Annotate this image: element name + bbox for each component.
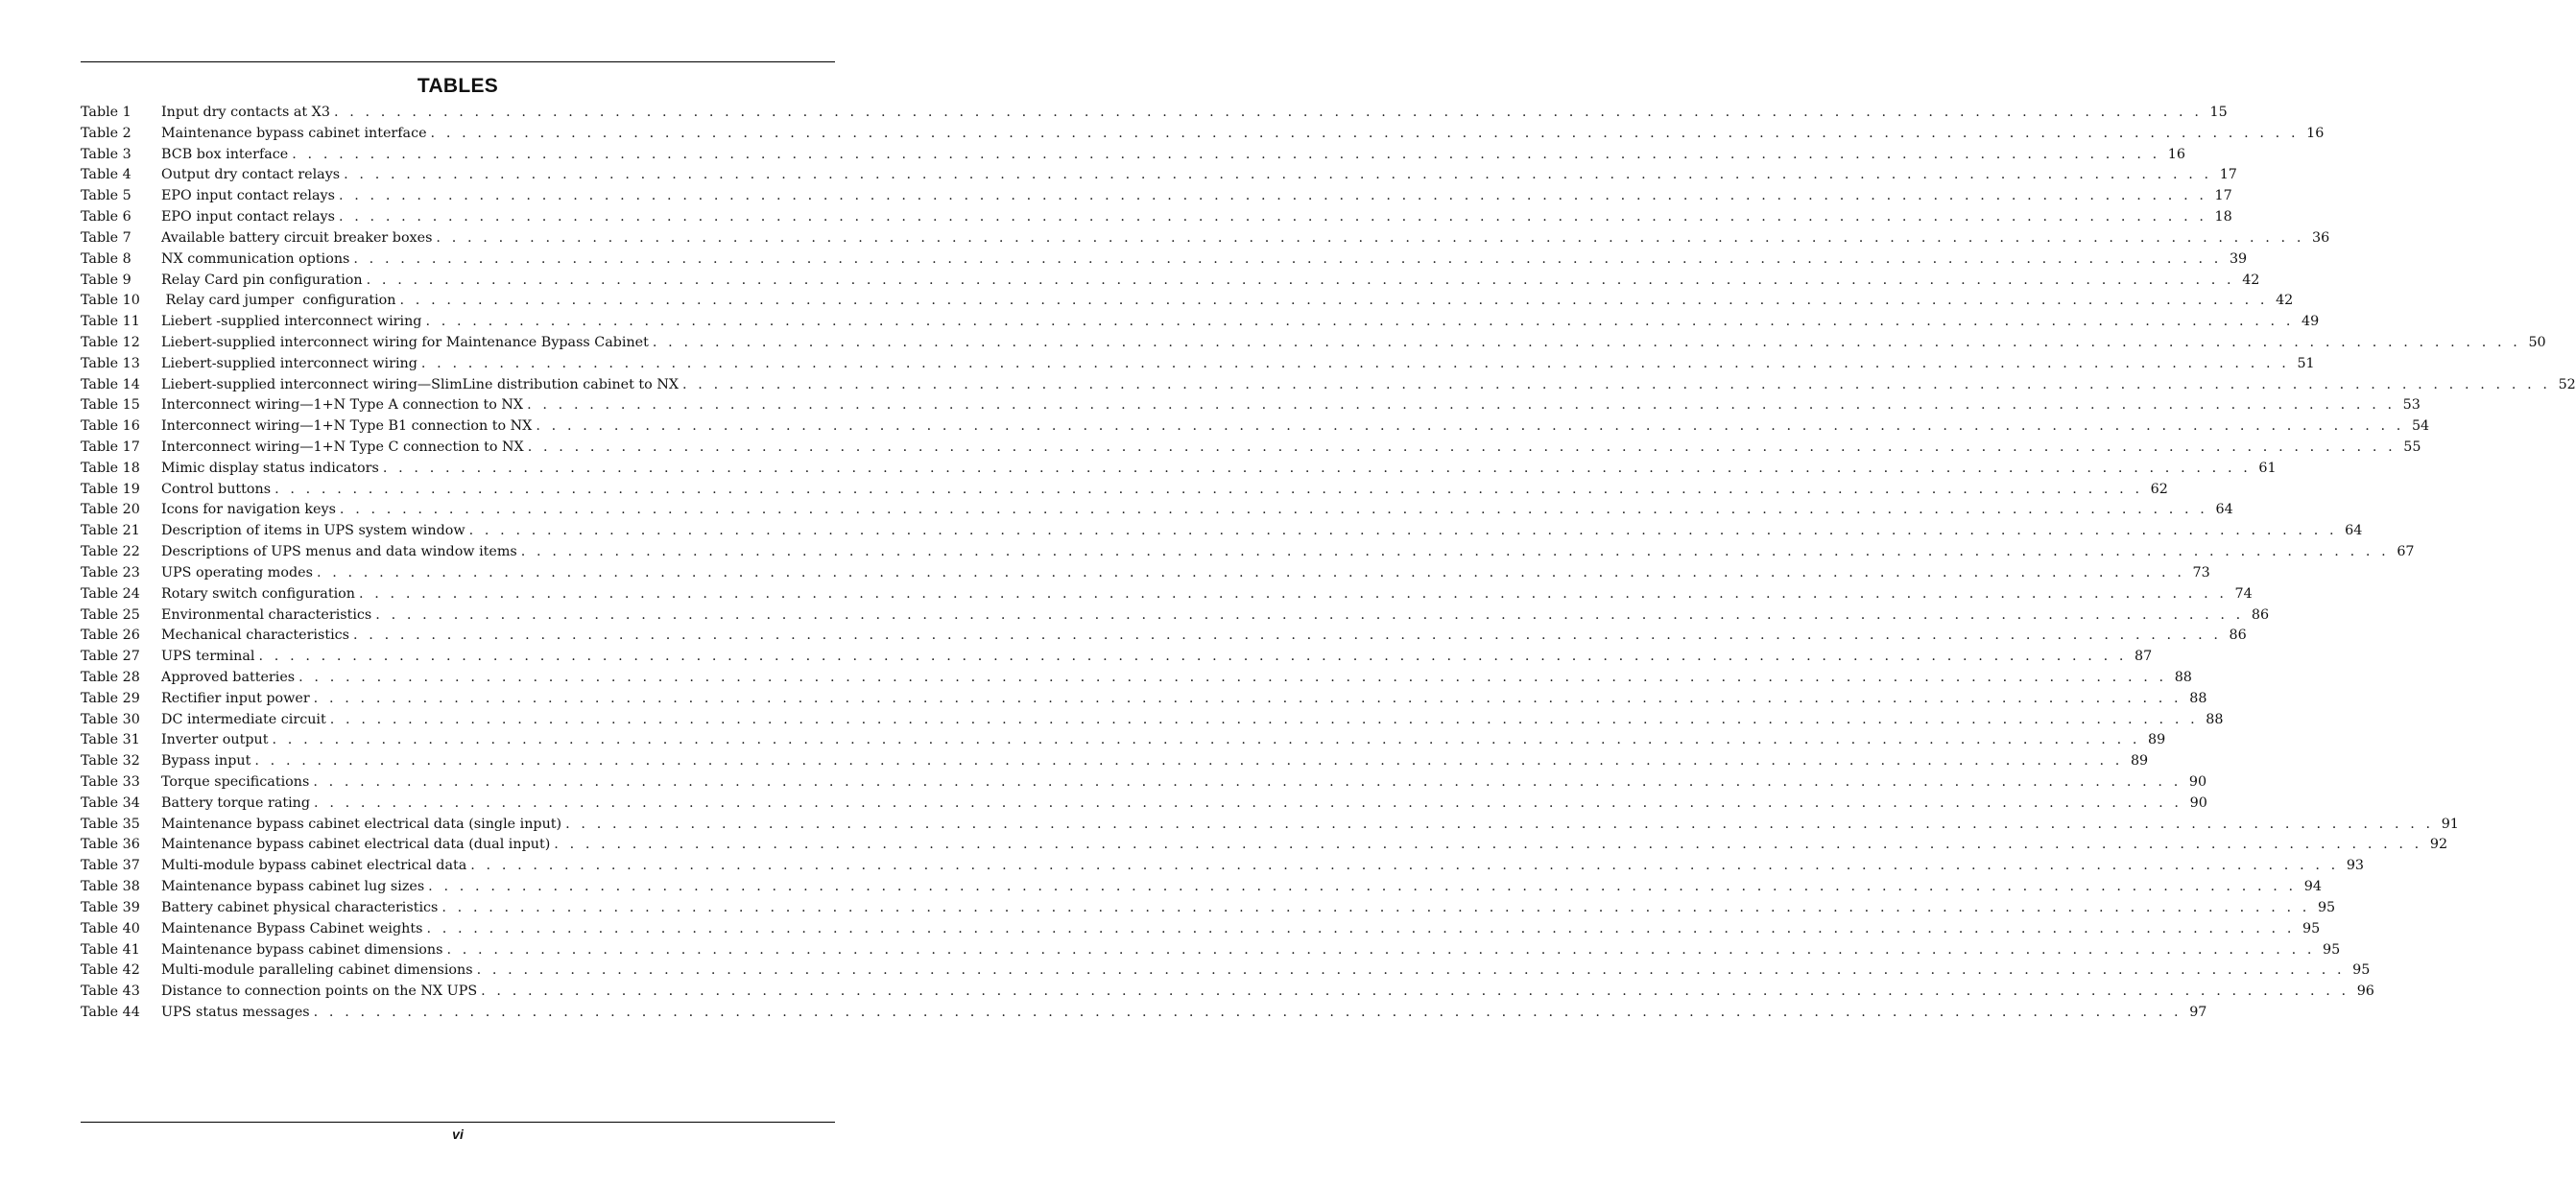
page-ref: 50 [2528, 334, 2546, 350]
entry-line [161, 689, 2207, 710]
entry-line [161, 940, 2341, 961]
entry-line [161, 375, 2576, 396]
table-title: Maintenance bypass cabinet lug sizes [161, 879, 425, 895]
toc-entry[interactable] [81, 584, 2253, 605]
table-title: Mimic display status indicators [161, 460, 379, 476]
table-title: Multi-module bypass cabinet electrical data [161, 858, 467, 874]
table-title: Battery torque rating [161, 794, 311, 811]
dot-leader: . . . . . . . . . . . . . . . . . . . . . . . . . . . . . . . . . . . . . . . . . . . . . . . . . . . . . . . . . . . . . . . . . . . . . . . . . . . . . . . . . . . . . . . . . . . . . . . . . . . . . . . . . . . . . . . . . . . . . . . . [428, 879, 2297, 895]
table-title: Torque specifications [161, 774, 310, 790]
entry-line [161, 647, 2153, 668]
page-ref: 86 [2251, 606, 2270, 623]
toc-entry[interactable] [81, 563, 2210, 584]
entry-line [161, 291, 2294, 312]
entry-line [161, 563, 2210, 584]
dot-leader: . . . . . . . . . . . . . . . . . . . . . . . . . . . . . . . . . . . . . . . . . . . . . . . . . . . . . . . . . . . . . . . . . . . . . . . . . . . . . . . . . . . . . . . . . . . . . . . . . . . . . . . . . . . . . . . . . . . . . . . . [333, 105, 2203, 120]
dot-leader: . . . . . . . . . . . . . . . . . . . . . . . . . . . . . . . . . . . . . . . . . . . . . . . . . . . . . . . . . . . . . . . . . . . . . . . . . . . . . . . . . . . . . . . . . . . . . . . . . . . . . . . . . . . . . . . . . . . . . . . . [338, 209, 2207, 225]
toc-entry[interactable] [81, 689, 2207, 710]
page-ref: 42 [2276, 293, 2294, 309]
toc-entry[interactable] [81, 940, 2341, 961]
page-ref: 54 [2411, 418, 2430, 435]
table-title: DC intermediate circuit [161, 711, 326, 727]
page-ref: 95 [2302, 920, 2321, 936]
entry-line [161, 730, 2166, 751]
table-title: Inverter output [161, 732, 269, 748]
table-title: Maintenance bypass cabinet electrical data (dual input) [161, 837, 551, 853]
dot-leader: . . . . . . . . . . . . . . . . . . . . . . . . . . . . . . . . . . . . . . . . . . . . . . . . . . . . . . . . . . . . . . . . . . . . . . . . . . . . . . . . . . . . . . . . . . . . . . . . . . . . . . . . . . . . . . . . . . . . . . . . [554, 837, 2422, 853]
page-ref: 64 [2215, 502, 2233, 518]
dot-leader: . . . . . . . . . . . . . . . . . . . . . . . . . . . . . . . . . . . . . . . . . . . . . . . . . . . . . . . . . . . . . . . . . . . . . . . . . . . . . . . . . . . . . . . . . . . . . . . . . . . . . . . . . . . . . . . . . . . . . . . . [382, 460, 2252, 476]
toc-entry[interactable] [81, 228, 2330, 249]
dot-leader: . . . . . . . . . . . . . . . . . . . . . . . . . . . . . . . . . . . . . . . . . . . . . . . . . . . . . . . . . . . . . . . . . . . . . . . . . . . . . . . . . . . . . . . . . . . . . . . . . . . . . . . . . . . . . . . . . . . . . . . . [344, 167, 2212, 183]
toc-entry[interactable] [81, 249, 2248, 271]
page-ref: 89 [2148, 732, 2166, 748]
entry-line [161, 480, 2168, 501]
entry-line [161, 1003, 2207, 1024]
dot-leader: . . . . . . . . . . . . . . . . . . . . . . . . . . . . . . . . . . . . . . . . . . . . . . . . . . . . . . . . . . . . . . . . . . . . . . . . . . . . . . . . . . . . . . . . . . . . . . . . . . . . . . . . . . . . . . . . . . . . . . . . [313, 690, 2182, 706]
toc-entry[interactable] [81, 647, 2153, 668]
toc-entry[interactable] [81, 919, 2321, 940]
table-number: Table 16 [81, 418, 140, 435]
entry-line [161, 772, 2207, 794]
table-title: UPS status messages [161, 1004, 310, 1020]
table-number: Table 7 [81, 229, 131, 246]
dot-leader: . . . . . . . . . . . . . . . . . . . . . . . . . . . . . . . . . . . . . . . . . . . . . . . . . . . . . . . . . . . . . . . . . . . . . . . . . . . . . . . . . . . . . . . . . . . . . . . . . . . . . . . . . . . . . . . . . . . . . . . . [652, 334, 2521, 350]
toc-entry[interactable] [81, 605, 2270, 627]
dot-leader: . . . . . . . . . . . . . . . . . . . . . . . . . . . . . . . . . . . . . . . . . . . . . . . . . . . . . . . . . . . . . . . . . . . . . . . . . . . . . . . . . . . . . . . . . . . . . . . . . . . . . . . . . . . . . . . . . . . . . . . . [352, 628, 2222, 644]
dot-leader: . . . . . . . . . . . . . . . . . . . . . . . . . . . . . . . . . . . . . . . . . . . . . . . . . . . . . . . . . . . . . . . . . . . . . . . . . . . . . . . . . . . . . . . . . . . . . . . . . . . . . . . . . . . . . . . . . . . . . . . . [426, 920, 2295, 936]
toc-entry[interactable] [81, 982, 2374, 1003]
entry-line [161, 521, 2363, 542]
toc-entry[interactable] [81, 438, 2421, 459]
table-number: Table 36 [81, 837, 140, 853]
page-ref: 94 [2303, 879, 2322, 895]
entry-line [161, 919, 2321, 940]
table-title: Available battery circuit breaker boxes [161, 229, 433, 246]
footer-rule [81, 1122, 835, 1123]
toc-entry[interactable] [81, 480, 2168, 501]
toc-entry[interactable] [81, 772, 2207, 794]
table-number: Table 22 [81, 544, 140, 560]
table-title: NX communication options [161, 250, 350, 267]
table-title: Interconnect wiring—1+N Type B1 connection to NX [161, 418, 533, 435]
dot-leader: . . . . . . . . . . . . . . . . . . . . . . . . . . . . . . . . . . . . . . . . . . . . . . . . . . . . . . . . . . . . . . . . . . . . . . . . . . . . . . . . . . . . . . . . . . . . . . . . . . . . . . . . . . . . . . . . . . . . . . . . [313, 1004, 2182, 1020]
dot-leader: . . . . . . . . . . . . . . . . . . . . . . . . . . . . . . . . . . . . . . . . . . . . . . . . . . . . . . . . . . . . . . . . . . . . . . . . . . . . . . . . . . . . . . . . . . . . . . . . . . . . . . . . . . . . . . . . . . . . . . . . [339, 502, 2208, 518]
page-ref: 87 [2135, 649, 2153, 665]
toc-entry[interactable] [81, 271, 2260, 292]
entry-line [161, 207, 2232, 228]
page-ref: 88 [2189, 690, 2207, 706]
table-number: Table 37 [81, 858, 140, 874]
table-number: Table 26 [81, 628, 140, 644]
page-ref: 73 [2192, 564, 2210, 581]
dot-leader: . . . . . . . . . . . . . . . . . . . . . . . . . . . . . . . . . . . . . . . . . . . . . . . . . . . . . . . . . . . . . . . . . . . . . . . . . . . . . . . . . . . . . . . . . . . . . . . . . . . . . . . . . . . . . . . . . . . . . . . . [527, 397, 2396, 414]
entry-line [161, 271, 2260, 292]
dot-leader: . . . . . . . . . . . . . . . . . . . . . . . . . . . . . . . . . . . . . . . . . . . . . . . . . . . . . . . . . . . . . . . . . . . . . . . . . . . . . . . . . . . . . . . . . . . . . . . . . . . . . . . . . . . . . . . . . . . . . . . . [292, 146, 2160, 162]
page-ref: 62 [2150, 481, 2168, 497]
toc-entry[interactable] [81, 124, 2325, 145]
entry-line [161, 395, 2421, 416]
entry-line [161, 416, 2430, 438]
table-number: Table 4 [81, 167, 131, 183]
page-ref: 64 [2345, 523, 2363, 539]
page-ref: 86 [2229, 628, 2247, 644]
table-title: EPO input contact relays [161, 209, 335, 225]
entry-line [161, 982, 2374, 1003]
page-ref: 90 [2189, 794, 2207, 811]
table-title: Descriptions of UPS menus and data window items [161, 544, 517, 560]
table-number: Table 6 [81, 209, 131, 225]
page-ref: 52 [2558, 376, 2576, 392]
table-number: Table 34 [81, 794, 140, 811]
page-ref: 18 [2214, 209, 2232, 225]
entry-line [161, 898, 2336, 919]
toc-entry[interactable] [81, 730, 2166, 751]
table-number: Table 20 [81, 502, 140, 518]
toc-entry[interactable] [81, 877, 2322, 898]
table-number: Table 24 [81, 585, 140, 602]
table-number: Table 12 [81, 334, 140, 350]
table-number: Table 9 [81, 272, 131, 288]
table-title: Input dry contacts at X3 [161, 105, 330, 120]
entry-line [161, 500, 2233, 521]
table-title: Interconnect wiring—1+N Type A connection to NX [161, 397, 524, 414]
page-ref: 16 [2306, 125, 2325, 141]
table-number: Table 44 [81, 1004, 140, 1020]
tables-list [81, 103, 2576, 1024]
table-number: Table 3 [81, 146, 131, 162]
entry-line [161, 103, 2228, 124]
toc-entry[interactable] [81, 668, 2192, 689]
dot-leader: . . . . . . . . . . . . . . . . . . . . . . . . . . . . . . . . . . . . . . . . . . . . . . . . . . . . . . . . . . . . . . . . . . . . . . . . . . . . . . . . . . . . . . . . . . . . . . . . . . . . . . . . . . . . . . . . . . . . . . . . [425, 314, 2294, 330]
page-number: vi [452, 1126, 464, 1142]
table-number: Table 2 [81, 125, 131, 141]
entry-line [161, 751, 2149, 772]
table-number: Table 18 [81, 460, 140, 476]
toc-entry[interactable] [81, 416, 2430, 438]
entry-line [161, 960, 2371, 982]
dot-leader: . . . . . . . . . . . . . . . . . . . . . . . . . . . . . . . . . . . . . . . . . . . . . . . . . . . . . . . . . . . . . . . . . . . . . . . . . . . . . . . . . . . . . . . . . . . . . . . . . . . . . . . . . . . . . . . . . . . . . . . . [527, 439, 2397, 455]
page-ref: 89 [2130, 753, 2149, 770]
table-number: Table 38 [81, 879, 140, 895]
page-ref: 96 [2356, 984, 2374, 1000]
table-number: Table 29 [81, 690, 140, 706]
toc-entry[interactable] [81, 960, 2371, 982]
table-number: Table 19 [81, 481, 140, 497]
dot-leader: . . . . . . . . . . . . . . . . . . . . . . . . . . . . . . . . . . . . . . . . . . . . . . . . . . . . . . . . . . . . . . . . . . . . . . . . . . . . . . . . . . . . . . . . . . . . . . . . . . . . . . . . . . . . . . . . . . . . . . . . [338, 188, 2207, 204]
page-ref: 95 [2323, 941, 2341, 958]
dot-leader: . . . . . . . . . . . . . . . . . . . . . . . . . . . . . . . . . . . . . . . . . . . . . . . . . . . . . . . . . . . . . . . . . . . . . . . . . . . . . . . . . . . . . . . . . . . . . . . . . . . . . . . . . . . . . . . . . . . . . . . . [258, 649, 2128, 665]
toc-entry[interactable] [81, 375, 2576, 396]
table-number: Table 21 [81, 523, 140, 539]
toc-entry[interactable] [81, 856, 2365, 877]
table-title: Mechanical characteristics [161, 628, 349, 644]
page-ref: 39 [2229, 250, 2248, 267]
dot-leader: . . . . . . . . . . . . . . . . . . . . . . . . . . . . . . . . . . . . . . . . . . . . . . . . . . . . . . . . . . . . . . . . . . . . . . . . . . . . . . . . . . . . . . . . . . . . . . . . . . . . . . . . . . . . . . . . . . . . . . . . [446, 941, 2316, 958]
entry-line [161, 312, 2320, 333]
table-title: Maintenance bypass cabinet interface [161, 125, 427, 141]
entry-line [161, 124, 2325, 145]
entry-line [161, 626, 2247, 647]
table-title: Bypass input [161, 753, 251, 770]
table-title: Environmental characteristics [161, 606, 372, 623]
entry-line [161, 815, 2459, 836]
dot-leader: . . . . . . . . . . . . . . . . . . . . . . . . . . . . . . . . . . . . . . . . . . . . . . . . . . . . . . . . . . . . . . . . . . . . . . . . . . . . . . . . . . . . . . . . . . . . . . . . . . . . . . . . . . . . . . . . . . . . . . . . [272, 732, 2141, 748]
table-title: Multi-module paralleling cabinet dimensions [161, 962, 473, 979]
dot-leader: . . . . . . . . . . . . . . . . . . . . . . . . . . . . . . . . . . . . . . . . . . . . . . . . . . . . . . . . . . . . . . . . . . . . . . . . . . . . . . . . . . . . . . . . . . . . . . . . . . . . . . . . . . . . . . . . . . . . . . . . [470, 858, 2339, 874]
table-title: Liebert -supplied interconnect wiring [161, 314, 422, 330]
page-ref: 17 [2214, 188, 2232, 204]
dot-leader: . . . . . . . . . . . . . . . . . . . . . . . . . . . . . . . . . . . . . . . . . . . . . . . . . . . . . . . . . . . . . . . . . . . . . . . . . . . . . . . . . . . . . . . . . . . . . . . . . . . . . . . . . . . . . . . . . . . . . . . . [298, 669, 2167, 685]
entry-line [161, 459, 2277, 480]
page-ref: 42 [2242, 272, 2260, 288]
page-title: TABLES [417, 75, 499, 97]
toc-entry[interactable] [81, 794, 2207, 815]
table-number: Table 10 [81, 293, 140, 309]
table-number: Table 39 [81, 899, 140, 915]
page-ref: 16 [2167, 146, 2185, 162]
toc-entry[interactable] [81, 751, 2149, 772]
table-title: UPS operating modes [161, 564, 313, 581]
page-ref: 51 [2297, 355, 2315, 371]
toc-entry[interactable] [81, 1003, 2207, 1024]
dot-leader: . . . . . . . . . . . . . . . . . . . . . . . . . . . . . . . . . . . . . . . . . . . . . . . . . . . . . . . . . . . . . . . . . . . . . . . . . . . . . . . . . . . . . . . . . . . . . . . . . . . . . . . . . . . . . . . . . . . . . . . . [375, 606, 2244, 623]
dot-leader: . . . . . . . . . . . . . . . . . . . . . . . . . . . . . . . . . . . . . . . . . . . . . . . . . . . . . . . . . . . . . . . . . . . . . . . . . . . . . . . . . . . . . . . . . . . . . . . . . . . . . . . . . . . . . . . . . . . . . . . . [436, 229, 2304, 246]
table-title: Interconnect wiring—1+N Type C connection to NX [161, 439, 524, 455]
page-ref: 74 [2234, 585, 2253, 602]
toc-entry[interactable] [81, 542, 2415, 563]
table-number: Table 32 [81, 753, 140, 770]
table-number: Table 11 [81, 314, 140, 330]
page-ref: 36 [2311, 229, 2330, 246]
table-number: Table 25 [81, 606, 140, 623]
dot-leader: . . . . . . . . . . . . . . . . . . . . . . . . . . . . . . . . . . . . . . . . . . . . . . . . . . . . . . . . . . . . . . . . . . . . . . . . . . . . . . . . . . . . . . . . . . . . . . . . . . . . . . . . . . . . . . . . . . . . . . . . [682, 376, 2551, 392]
table-number: Table 14 [81, 376, 140, 392]
toc-entry[interactable] [81, 815, 2459, 836]
dot-leader: . . . . . . . . . . . . . . . . . . . . . . . . . . . . . . . . . . . . . . . . . . . . . . . . . . . . . . . . . . . . . . . . . . . . . . . . . . . . . . . . . . . . . . . . . . . . . . . . . . . . . . . . . . . . . . . . . . . . . . . . [420, 355, 2290, 371]
table-title: EPO input contact relays [161, 188, 335, 204]
dot-leader: . . . . . . . . . . . . . . . . . . . . . . . . . . . . . . . . . . . . . . . . . . . . . . . . . . . . . . . . . . . . . . . . . . . . . . . . . . . . . . . . . . . . . . . . . . . . . . . . . . . . . . . . . . . . . . . . . . . . . . . . [329, 711, 2199, 727]
toc-entry[interactable] [81, 710, 2224, 731]
toc-entry[interactable] [81, 395, 2421, 416]
entry-line [161, 354, 2315, 375]
page-ref: 95 [2317, 899, 2336, 915]
entry-line [161, 438, 2421, 459]
dot-leader: . . . . . . . . . . . . . . . . . . . . . . . . . . . . . . . . . . . . . . . . . . . . . . . . . . . . . . . . . . . . . . . . . . . . . . . . . . . . . . . . . . . . . . . . . . . . . . . . . . . . . . . . . . . . . . . . . . . . . . . . [274, 481, 2143, 497]
table-title: Maintenance bypass cabinet electrical data (single input) [161, 816, 562, 832]
dot-leader: . . . . . . . . . . . . . . . . . . . . . . . . . . . . . . . . . . . . . . . . . . . . . . . . . . . . . . . . . . . . . . . . . . . . . . . . . . . . . . . . . . . . . . . . . . . . . . . . . . . . . . . . . . . . . . . . . . . . . . . . [366, 272, 2235, 288]
dot-leader: . . . . . . . . . . . . . . . . . . . . . . . . . . . . . . . . . . . . . . . . . . . . . . . . . . . . . . . . . . . . . . . . . . . . . . . . . . . . . . . . . . . . . . . . . . . . . . . . . . . . . . . . . . . . . . . . . . . . . . . . [399, 293, 2269, 309]
toc-entry[interactable] [81, 500, 2233, 521]
table-number: Table 13 [81, 355, 140, 371]
table-number: Table 30 [81, 711, 140, 727]
dot-leader: . . . . . . . . . . . . . . . . . . . . . . . . . . . . . . . . . . . . . . . . . . . . . . . . . . . . . . . . . . . . . . . . . . . . . . . . . . . . . . . . . . . . . . . . . . . . . . . . . . . . . . . . . . . . . . . . . . . . . . . . [430, 125, 2300, 141]
toc-entry[interactable] [81, 521, 2363, 542]
table-number: Table 17 [81, 439, 140, 455]
dot-leader: . . . . . . . . . . . . . . . . . . . . . . . . . . . . . . . . . . . . . . . . . . . . . . . . . . . . . . . . . . . . . . . . . . . . . . . . . . . . . . . . . . . . . . . . . . . . . . . . . . . . . . . . . . . . . . . . . . . . . . . . [536, 418, 2404, 435]
page-ref: 15 [2209, 105, 2228, 120]
entry-line [161, 605, 2270, 627]
table-title: BCB box interface [161, 146, 289, 162]
toc-entry[interactable] [81, 186, 2232, 207]
table-number: Table 43 [81, 984, 140, 1000]
toc-entry[interactable] [81, 207, 2232, 228]
header-rule [81, 61, 835, 62]
table-number: Table 40 [81, 920, 140, 936]
table-title: Liebert-supplied interconnect wiring—SlimLine distribution cabinet to NX [161, 376, 680, 392]
entry-line [161, 877, 2322, 898]
page-ref: 88 [2206, 711, 2224, 727]
dot-leader: . . . . . . . . . . . . . . . . . . . . . . . . . . . . . . . . . . . . . . . . . . . . . . . . . . . . . . . . . . . . . . . . . . . . . . . . . . . . . . . . . . . . . . . . . . . . . . . . . . . . . . . . . . . . . . . . . . . . . . . . [565, 816, 2434, 832]
page-ref: 95 [2352, 962, 2371, 979]
table-title: Distance to connection points on the NX UPS [161, 984, 478, 1000]
toc-entry[interactable] [81, 626, 2247, 647]
table-title: Relay card jumper configuration [161, 293, 396, 309]
page-ref: 93 [2346, 858, 2365, 874]
table-title: Approved batteries [161, 669, 296, 685]
table-title: Liebert-supplied interconnect wiring for Maintenance Bypass Cabinet [161, 334, 649, 350]
entry-line [161, 668, 2192, 689]
toc-entry[interactable] [81, 103, 2228, 124]
entry-line [161, 794, 2207, 815]
table-title: UPS terminal [161, 649, 255, 665]
table-number: Table 35 [81, 816, 140, 832]
page-ref: 55 [2403, 439, 2421, 455]
table-title: Icons for navigation keys [161, 502, 336, 518]
toc-entry[interactable] [81, 145, 2185, 166]
table-title: Maintenance bypass cabinet dimensions [161, 941, 443, 958]
entry-line [161, 856, 2365, 877]
page-ref: 92 [2429, 837, 2448, 853]
table-number: Table 8 [81, 250, 131, 267]
toc-entry[interactable] [81, 459, 2277, 480]
table-title: Control buttons [161, 481, 272, 497]
toc-entry[interactable] [81, 333, 2546, 354]
dot-leader: . . . . . . . . . . . . . . . . . . . . . . . . . . . . . . . . . . . . . . . . . . . . . . . . . . . . . . . . . . . . . . . . . . . . . . . . . . . . . . . . . . . . . . . . . . . . . . . . . . . . . . . . . . . . . . . . . . . . . . . . [316, 564, 2185, 581]
table-title: Output dry contact relays [161, 167, 341, 183]
page-ref: 67 [2397, 544, 2415, 560]
table-number: Table 33 [81, 774, 140, 790]
toc-entry[interactable] [81, 312, 2320, 333]
dot-leader: . . . . . . . . . . . . . . . . . . . . . . . . . . . . . . . . . . . . . . . . . . . . . . . . . . . . . . . . . . . . . . . . . . . . . . . . . . . . . . . . . . . . . . . . . . . . . . . . . . . . . . . . . . . . . . . . . . . . . . . . [481, 984, 2349, 1000]
dot-leader: . . . . . . . . . . . . . . . . . . . . . . . . . . . . . . . . . . . . . . . . . . . . . . . . . . . . . . . . . . . . . . . . . . . . . . . . . . . . . . . . . . . . . . . . . . . . . . . . . . . . . . . . . . . . . . . . . . . . . . . . [468, 523, 2338, 539]
dot-leader: . . . . . . . . . . . . . . . . . . . . . . . . . . . . . . . . . . . . . . . . . . . . . . . . . . . . . . . . . . . . . . . . . . . . . . . . . . . . . . . . . . . . . . . . . . . . . . . . . . . . . . . . . . . . . . . . . . . . . . . . [358, 585, 2228, 602]
page-ref: 61 [2258, 460, 2277, 476]
table-number: Table 42 [81, 962, 140, 979]
page-ref: 17 [2219, 167, 2237, 183]
entry-line [161, 228, 2330, 249]
entry-line [161, 584, 2253, 605]
table-title: Liebert-supplied interconnect wiring [161, 355, 417, 371]
toc-entry[interactable] [81, 898, 2336, 919]
entry-line [161, 249, 2248, 271]
table-title: Description of items in UPS system window [161, 523, 465, 539]
table-title: Rectifier input power [161, 690, 310, 706]
dot-leader: . . . . . . . . . . . . . . . . . . . . . . . . . . . . . . . . . . . . . . . . . . . . . . . . . . . . . . . . . . . . . . . . . . . . . . . . . . . . . . . . . . . . . . . . . . . . . . . . . . . . . . . . . . . . . . . . . . . . . . . . [314, 794, 2182, 811]
page-ref: 49 [2302, 314, 2320, 330]
page-ref: 97 [2189, 1004, 2207, 1020]
table-title: Rotary switch configuration [161, 585, 355, 602]
page-ref: 53 [2402, 397, 2421, 414]
table-number: Table 28 [81, 669, 140, 685]
table-number: Table 41 [81, 941, 140, 958]
page-ref: 91 [2441, 816, 2459, 832]
table-number: Table 31 [81, 732, 140, 748]
table-number: Table 1 [81, 105, 131, 120]
entry-line [161, 710, 2224, 731]
toc-entry[interactable] [81, 165, 2237, 186]
entry-line [161, 165, 2237, 186]
table-title: Battery cabinet physical characteristics [161, 899, 439, 915]
dot-leader: . . . . . . . . . . . . . . . . . . . . . . . . . . . . . . . . . . . . . . . . . . . . . . . . . . . . . . . . . . . . . . . . . . . . . . . . . . . . . . . . . . . . . . . . . . . . . . . . . . . . . . . . . . . . . . . . . . . . . . . . [353, 250, 2222, 267]
entry-line [161, 186, 2232, 207]
entry-line [161, 835, 2448, 856]
table-title: Maintenance Bypass Cabinet weights [161, 920, 423, 936]
table-number: Table 23 [81, 564, 140, 581]
table-number: Table 15 [81, 397, 140, 414]
dot-leader: . . . . . . . . . . . . . . . . . . . . . . . . . . . . . . . . . . . . . . . . . . . . . . . . . . . . . . . . . . . . . . . . . . . . . . . . . . . . . . . . . . . . . . . . . . . . . . . . . . . . . . . . . . . . . . . . . . . . . . . . [313, 774, 2182, 790]
page-ref: 88 [2174, 669, 2192, 685]
toc-entry[interactable] [81, 835, 2448, 856]
dot-leader: . . . . . . . . . . . . . . . . . . . . . . . . . . . . . . . . . . . . . . . . . . . . . . . . . . . . . . . . . . . . . . . . . . . . . . . . . . . . . . . . . . . . . . . . . . . . . . . . . . . . . . . . . . . . . . . . . . . . . . . . [476, 962, 2346, 979]
dot-leader: . . . . . . . . . . . . . . . . . . . . . . . . . . . . . . . . . . . . . . . . . . . . . . . . . . . . . . . . . . . . . . . . . . . . . . . . . . . . . . . . . . . . . . . . . . . . . . . . . . . . . . . . . . . . . . . . . . . . . . . . [441, 899, 2310, 915]
table-title: Relay Card pin configuration [161, 272, 363, 288]
table-number: Table 5 [81, 188, 131, 204]
entry-line [161, 145, 2185, 166]
table-number: Table 27 [81, 649, 140, 665]
page-ref: 90 [2188, 774, 2207, 790]
dot-leader: . . . . . . . . . . . . . . . . . . . . . . . . . . . . . . . . . . . . . . . . . . . . . . . . . . . . . . . . . . . . . . . . . . . . . . . . . . . . . . . . . . . . . . . . . . . . . . . . . . . . . . . . . . . . . . . . . . . . . . . . [520, 544, 2390, 560]
toc-entry[interactable] [81, 354, 2315, 375]
dot-leader: . . . . . . . . . . . . . . . . . . . . . . . . . . . . . . . . . . . . . . . . . . . . . . . . . . . . . . . . . . . . . . . . . . . . . . . . . . . . . . . . . . . . . . . . . . . . . . . . . . . . . . . . . . . . . . . . . . . . . . . . [254, 753, 2123, 770]
entry-line [161, 542, 2415, 563]
toc-entry[interactable] [81, 291, 2294, 312]
entry-line [161, 333, 2546, 354]
